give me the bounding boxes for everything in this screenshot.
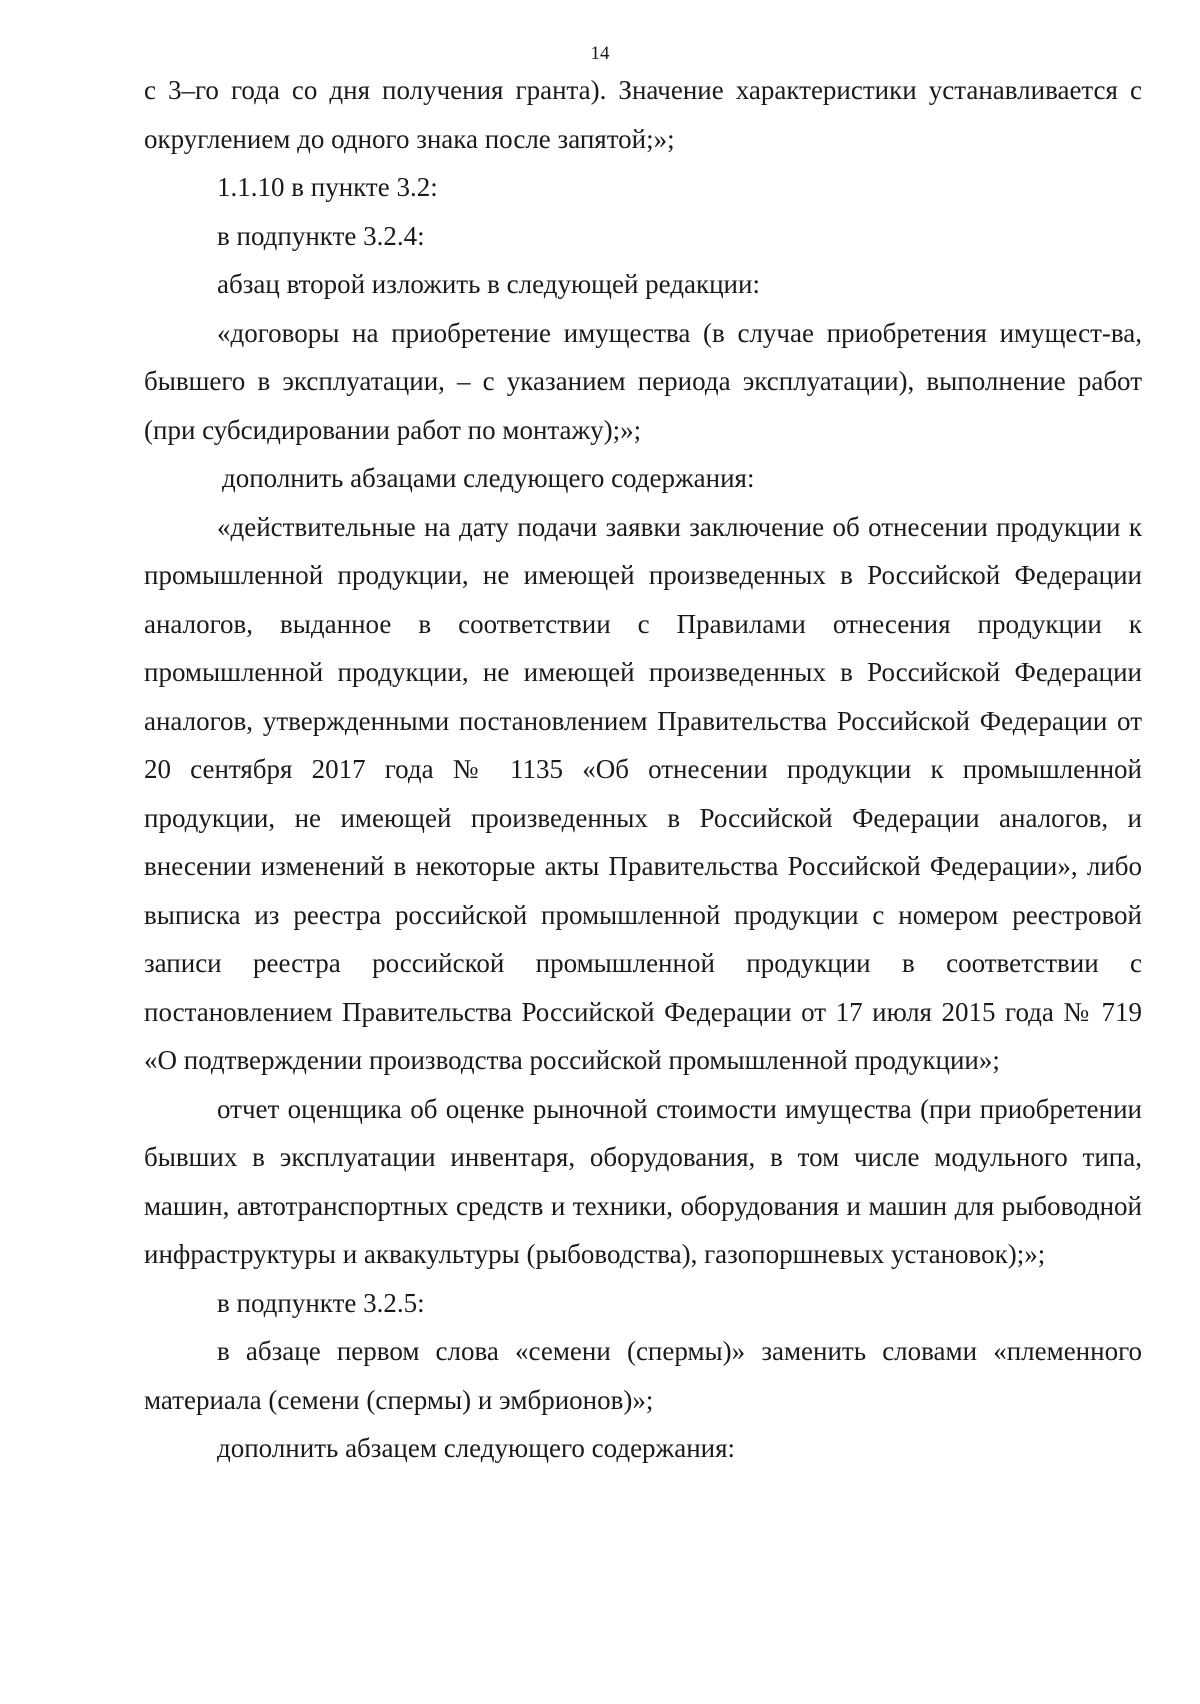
- paragraph-contracts: «договоры на приобретение имущества (в случае приобретения имущест-ва, бывшего в эксплуатации, – с указанием периода эксплуатации), выполнение работ (при субсидировании работ по монтажу);»;: [144, 317, 1142, 445]
- paragraph-second-abzac: абзац второй изложить в следующей редакции:: [217, 269, 760, 299]
- paragraph-add-abzac: дополнить абзацем следующего содержания:: [217, 1433, 736, 1463]
- paragraph-subclause-3-2-5: в подпункте 3.2.5:: [217, 1287, 425, 1318]
- paragraph-conclusion: «действительные на дату подачи заявки заключение об отнесении продукции к промышленной продукции, не имеющей произведенных в Российской Федерации аналогов, выданное в соответствии с Правилами отнесения продукции к промышленной продукции, не имеющей произведенных в Российской Федерации аналогов, утвержденными постановлением Правительства Российской Федерации от 20 сентября 2017 года № 1135 «Об отнесении продукции к промышленной продукции, не имеющей произведенных в Российской Федерации аналогов, и внесении изменений в некоторые акты Правительства Российской Федерации», либо выписка из реестра российской промышленной продукции с номером реестровой записи реестра российской промышленной продукции в соответствии с постановлением Правительства Российской Федерации от 17 июля 2015 года № 719 «О подтверждении производства российской промышленной продукции»;: [144, 511, 1142, 1075]
- document-body: [144, 66, 1142, 1473]
- paragraph-appraisal-report: отчет оценщика об оценке рыночной стоимости имущества (при приобретении бывших в эксплуатации инвентаря, оборудования, в том числе модульного типа, машин, автотранспортных средств и техники, оборудования и машин для рыбоводной инфраструктуры и аквакультуры (рыбоводства), газопоршневых установок);»;: [144, 1093, 1142, 1269]
- paragraph-continuation: с 3–го года со дня получения гранта). Значение характеристики устанавливается с округлением до одного знака после запятой;»;: [144, 75, 1142, 154]
- paragraph-add-abzacs: дополнить абзацами следующего содержания:: [222, 463, 755, 493]
- page-number: 14: [590, 43, 610, 64]
- paragraph-replace-words: в абзаце первом слова «семени (спермы)» заменить словами «племенного материала (семени (спермы) и эмбрионов)»;: [144, 1336, 1142, 1415]
- paragraph-item-1-1-10: 1.1.10 в пункте 3.2:: [217, 172, 438, 202]
- paragraph-subclause-3-2-4: в подпункте 3.2.4:: [217, 220, 425, 251]
